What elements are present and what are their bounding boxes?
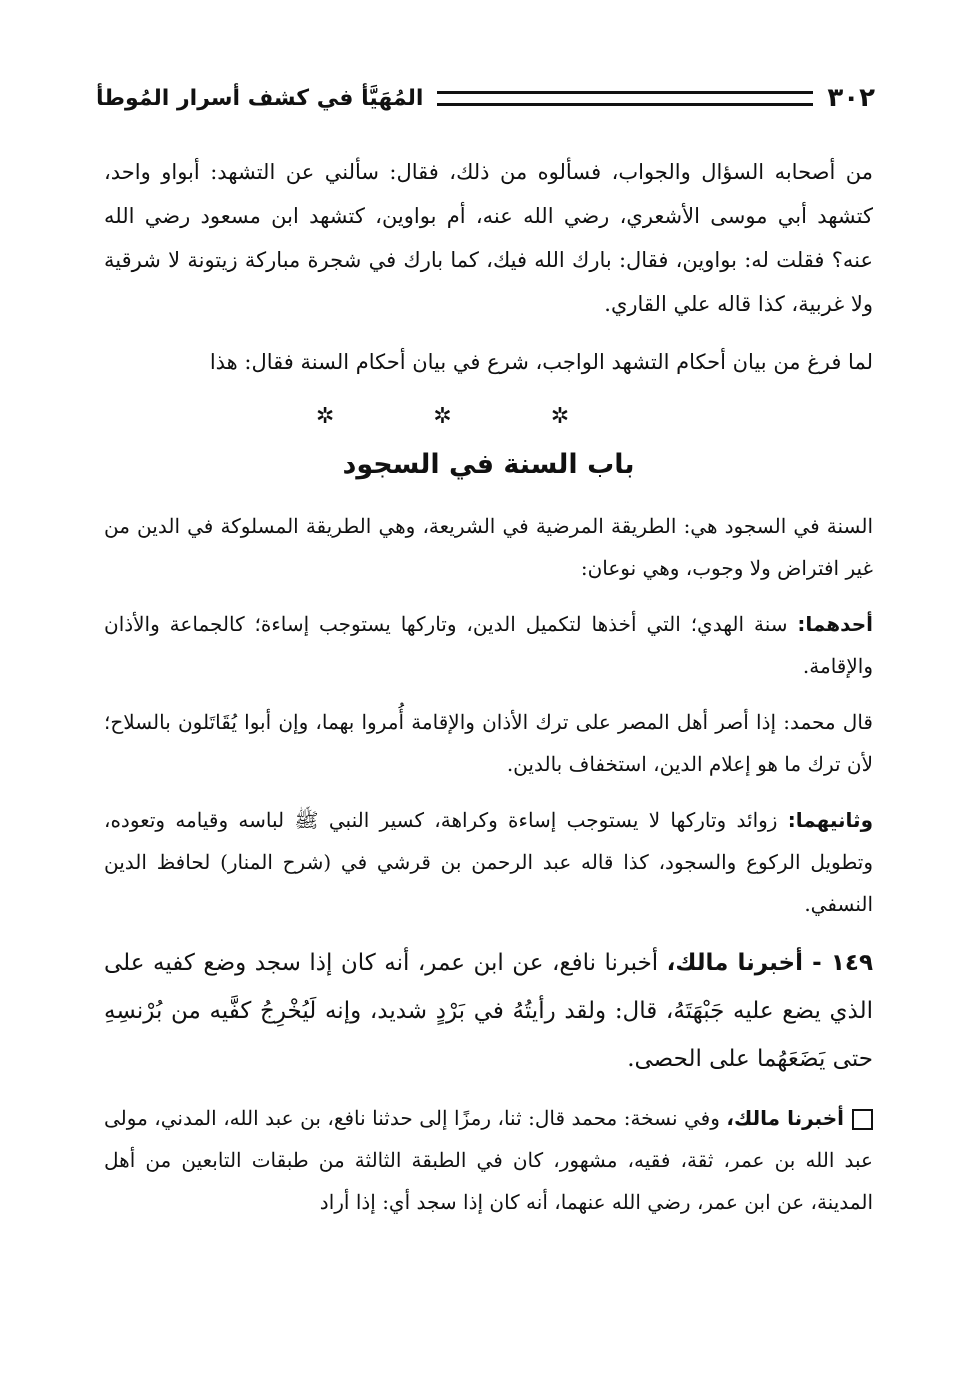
paragraph-6 bbox=[104, 799, 873, 925]
hadith-text: أخبرنا نافع، عن ابن عمر، أنه كان إذا سجد وضع كفيه على الذي يضع عليه جَبْهَتَهُ، قال: ولقد رأيتُهُ في بَرْدٍ شديد، وإنه لَيُخْرِجُ كفَّيه من بُرْنسِهِ حتى يَضَعَهُما على الحصى. bbox=[104, 950, 873, 1072]
chapter-title: باب السنة في السجود bbox=[342, 449, 635, 480]
paragraph-4 bbox=[104, 603, 873, 687]
commentary-paragraph bbox=[104, 1097, 873, 1223]
book-title: المُهَيَّأ في كشف أسرار المُوطأ bbox=[96, 85, 424, 111]
paragraph-3: السنة في السجود هي: الطريقة المرضية في الشريعة، وهي الطريقة المسلوكة في الدين من غير افتراض ولا وجوب، وهي نوعان: bbox=[104, 514, 873, 580]
paragraph-4-text: سنة الهدي؛ التي أخذها لتكميل الدين، وتاركها يستوجب إساءة؛ كالجماعة والأذان والإقامة. bbox=[104, 612, 873, 678]
header-rule bbox=[437, 91, 813, 106]
running-header bbox=[96, 78, 875, 118]
commentary-text: وفي نسخة: محمد قال: ثنا، رمزًا إلى حدثنا نافع، بن عبد الله، المدني، مولى عبد الله بن عمر، ثقة، فقيه، مشهور، كان في الطبقة الثالثة من طبقات التابعين من أهل المدينة، عن ابن عمر، رضي الله عنهما، أنه كان إذا سجد أي: إذا أراد bbox=[104, 1106, 873, 1214]
hadith-lead: ١٤٩ - أخبرنا مالك، bbox=[666, 950, 873, 976]
page-number: ٣٠٢ bbox=[827, 83, 875, 113]
paragraph-4-lead: أحدهما: bbox=[797, 612, 873, 636]
paragraph-1: من أصحابه السؤال والجواب، فسألوه من ذلك، فقال: سألني عن التشهد: أبواو واحد، كتشهد أبي موسى الأشعري، رضي الله عنه، أم بواوين، كتشهد ابن مسعود رضي الله عنه؟ فقلت له: بواوين، فقال: بارك الله فيك، كما بارك في شجرة مباركة زيتونة لا شرقية ولا غربية، كذا قاله علي القاري. bbox=[104, 160, 873, 316]
paragraph-6-text: زوائد وتاركها لا يستوجب إساءة وكراهة، كسير النبي ﷺ لباسه وقيامه وتعوده، وتطويل الركوع والسجود، كذا قاله عبد الرحمن بن قرشي في (شرح المنار) لحافظ الدين النسفي. bbox=[104, 808, 873, 916]
commentary-lead: أخبرنا مالك، bbox=[726, 1106, 844, 1130]
paragraph-6-lead: وثانيهما: bbox=[787, 808, 873, 832]
page-body bbox=[104, 150, 873, 1237]
hadith-149 bbox=[104, 939, 873, 1083]
paragraph-2: لما فرغ من بيان أحكام التشهد الواجب، شرع في بيان أحكام السنة فقال: هذا bbox=[209, 350, 873, 374]
section-separator: ✲ ✲ ✲ bbox=[315, 404, 616, 429]
commentary-box-icon bbox=[852, 1109, 873, 1130]
paragraph-5: قال محمد: إذا أصر أهل المصر على ترك الأذان والإقامة أُمروا بهما، وإن أبوا يُقَاتَلون بالسلاح؛ لأن ترك ما هو إعلام الدين، استخفاف بالدين. bbox=[104, 710, 873, 776]
